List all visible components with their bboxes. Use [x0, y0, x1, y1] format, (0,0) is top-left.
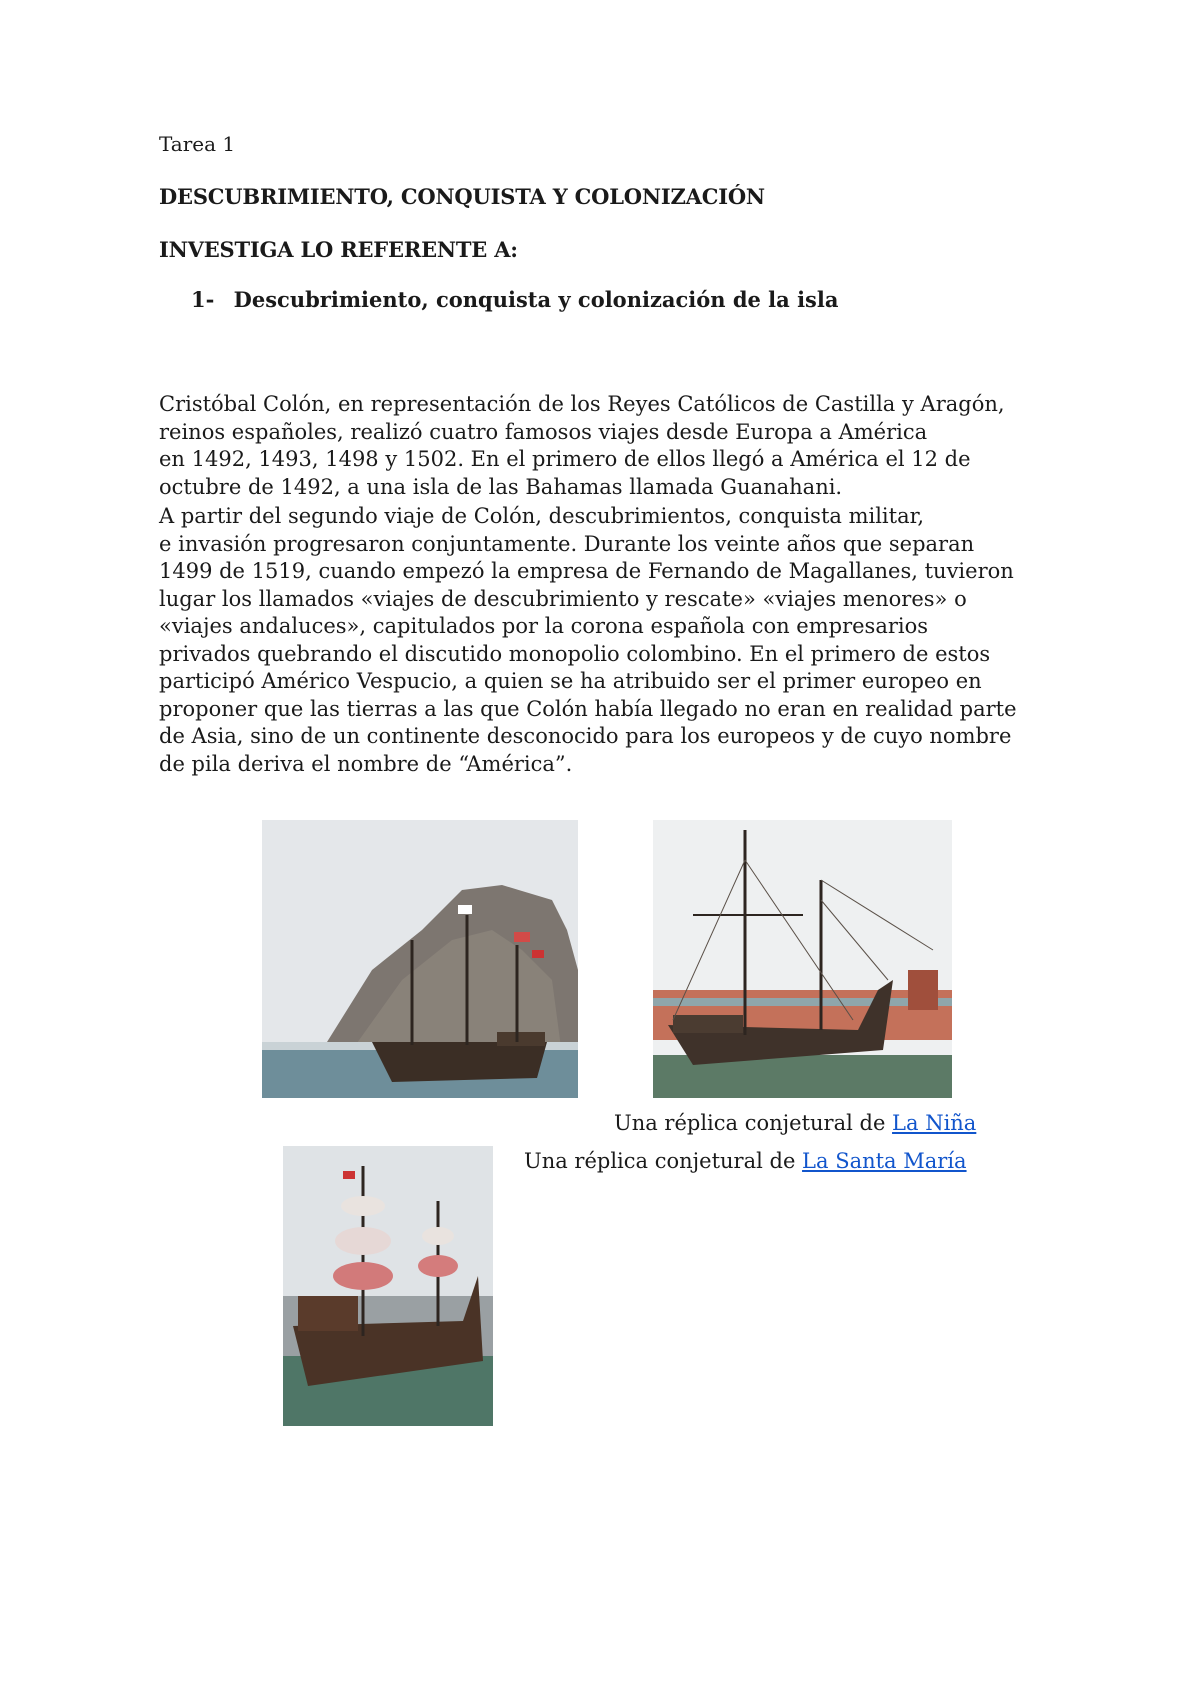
paragraph-line: 1499 de 1519, cuando empezó la empresa de Fernando de Magallanes, tuvieron: [159, 559, 1014, 583]
task-label: Tarea 1: [159, 132, 236, 156]
paragraph-line: de Asia, sino de un continente desconocido para los europeos y de cuyo nombre: [159, 724, 1012, 748]
paragraph-line: Cristóbal Colón, en representación de los Reyes Católicos de Castilla y Aragón,: [159, 392, 1005, 416]
paragraph-1: [159, 391, 1039, 501]
document-subtitle: INVESTIGA LO REFERENTE A:: [159, 237, 518, 262]
paragraph-line: participó Américo Vespucio, a quien se ha atribuido ser el primer europeo en: [159, 669, 982, 693]
caption-la-nina: [614, 1111, 976, 1135]
paragraph-line: e invasión progresaron conjuntamente. Durante los veinte años que separan: [159, 531, 975, 556]
list-item: [191, 287, 838, 312]
list-item-number: 1-: [191, 287, 215, 312]
paragraph-line: privados quebrando el discutido monopolio colombino. En el primero de estos: [159, 641, 991, 666]
photo-santa-maria-replica: [653, 820, 952, 1098]
paragraph-line: reinos españoles, realizó cuatro famosos viajes desde Europa a América: [159, 419, 928, 444]
paragraph-line: lugar los llamados «viajes de descubrimiento y rescate» «viajes menores» o: [159, 586, 967, 611]
la-santa-maria-link[interactable]: La Santa María: [802, 1149, 967, 1173]
caption-santa-maria: [524, 1149, 967, 1173]
photo-nina-replica: [262, 820, 578, 1098]
paragraph-line: «viajes andaluces», capitulados por la corona española con empresarios: [159, 614, 929, 638]
document-title: DESCUBRIMIENTO, CONQUISTA Y COLONIZACIÓN: [159, 184, 765, 209]
photo-ship-replica: [283, 1146, 493, 1426]
paragraph-line: en 1492, 1493, 1498 y 1502. En el primero de ellos llegó a América el 12 de: [159, 447, 971, 471]
caption-prefix: Una réplica conjetural de: [524, 1149, 803, 1173]
paragraph-line: de pila deriva el nombre de “América”.: [159, 751, 573, 776]
paragraph-line: A partir del segundo viaje de Colón, descubrimientos, conquista militar,: [159, 504, 925, 528]
la-nina-link[interactable]: La Niña: [892, 1111, 977, 1135]
paragraph-line: octubre de 1492, a una isla de las Bahamas llamada Guanahani.: [159, 474, 843, 499]
list-item-text: Descubrimiento, conquista y colonización de la isla: [233, 287, 839, 312]
caption-prefix: Una réplica conjetural de: [614, 1111, 893, 1135]
paragraph-2: [159, 503, 1039, 778]
paragraph-line: proponer que las tierras a las que Colón había llegado no eran en realidad parte: [159, 696, 1017, 721]
